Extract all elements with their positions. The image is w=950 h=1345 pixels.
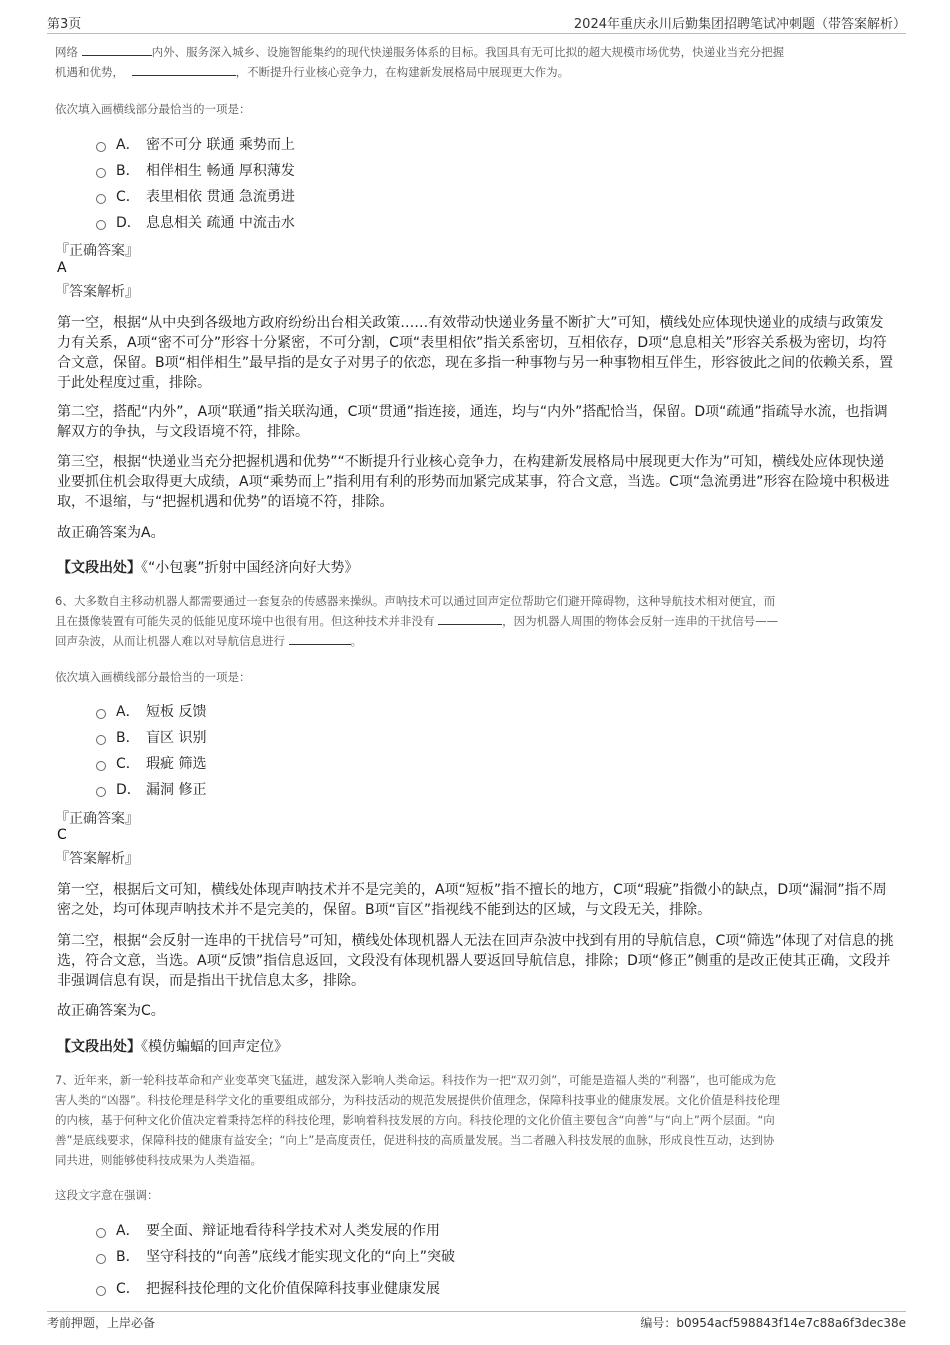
q5-option-b[interactable] <box>96 157 295 183</box>
q7-prompt: 这段文字意在强调： <box>55 1188 159 1202</box>
q5-stem-text: ，不断提升行业核心竞争力，在构建新发展格局中展现更大作为。 <box>235 65 570 79</box>
q7-options <box>96 1217 455 1301</box>
q5-stem-text: 机遇和优势， <box>55 65 124 79</box>
q6-blank-2 <box>289 632 351 645</box>
radio-icon[interactable] <box>96 1228 106 1238</box>
radio-icon[interactable] <box>96 194 106 204</box>
q6-option-b[interactable] <box>96 724 206 750</box>
option-letter: C． <box>116 756 140 772</box>
q6-stem-text: 。 <box>350 634 363 648</box>
q7-stem-text: 的内核，基于何种文化价值决定着秉持怎样的科技伦理，影响着科技发展的方向。科技伦理的文化价值主要包含“向善”与“向上”两个层面。“向 <box>55 1113 775 1127</box>
radio-icon[interactable] <box>96 142 106 152</box>
option-text: 漏洞 修正 <box>146 782 207 798</box>
option-letter: A． <box>116 1223 140 1239</box>
q6-stem-text: ，因为机器人周围的物体会反射一连串的干扰信号—— <box>502 614 779 628</box>
option-text: 息息相关 疏通 中流击水 <box>146 215 295 231</box>
source-title: 《模仿蝙蝠的回声定位》 <box>141 1039 288 1055</box>
q5-analysis-paragraph: 第二空，搭配“内外”，A项“联通”指关联沟通，C项“贯通”指连接，通连，均与“内外”搭配恰当，保留。D项“疏通”指疏导水流，也指调解双方的争执，与文段语境不符，排除。 <box>57 404 888 440</box>
q6-stem-text: 6、大多数自主移动机器人都需要通过一套复杂的传感器来操纵。声呐技术可以通过回声定位帮助它们避开障碍物，这种导航技术相对便宜，而 <box>55 594 776 608</box>
option-text: 相伴相生 畅通 厚积薄发 <box>146 163 295 179</box>
radio-icon[interactable] <box>96 1254 106 1264</box>
code-value: b0954acf598843f14e7c88a6f3dec38e <box>676 1316 906 1330</box>
q6-option-a[interactable] <box>96 698 206 724</box>
q5-stem-text: 内外、服务深入城乡、设施智能集约的现代快递服务体系的目标。我国具有无可比拟的超大规模市场优势，快递业当充分把握 <box>151 45 785 59</box>
option-text: 要全面、辩证地看待科学技术对人类发展的作用 <box>146 1223 440 1239</box>
source-label: 【文段出处】 <box>57 560 141 576</box>
option-letter: C． <box>116 1281 140 1297</box>
q6-analysis-paragraph: 第一空，根据后文可知，横线处体现声呐技术并不是完美的，A项“短板”指不擅长的地方，C项“瑕疵”指微小的缺点，D项“漏洞”指不周密之处，均可体现声呐技术并不是完美的，保留。B项“盲区”指视线不能到达的区域，与文段无关，排除。 <box>57 882 887 918</box>
q5-answer-label: 『正确答案』 <box>55 243 139 259</box>
q7-stem-text: 害人类的“凶器”。科技伦理是科学文化的重要组成部分，为科技活动的规范发展提供价值理念，保障科技事业的健康发展。文化价值是科技伦理 <box>55 1093 780 1107</box>
q6-option-c[interactable] <box>96 750 206 776</box>
q5-answer: A <box>57 260 67 276</box>
option-letter: B． <box>116 163 140 179</box>
q5-option-a[interactable] <box>96 131 295 157</box>
radio-icon[interactable] <box>96 1286 106 1296</box>
q6-blank-1 <box>438 612 502 625</box>
q5-option-c[interactable] <box>96 183 295 209</box>
option-text: 密不可分 联通 乘势而上 <box>146 137 295 153</box>
option-letter: A． <box>116 137 140 153</box>
q5-analysis-paragraph: 第三空，根据“快递业当充分把握机遇和优势”“不断提升行业核心竞争力，在构建新发展格局中展现更大作为”可知，横线处应体现快递业要抓住机会取得更大成绩，A项“乘势而上”指利用有利的形势而加紧完成某事，符合文意，当选。C项“急流勇进”形容在险境中积极进取，不退缩，与“把握机遇和优势”的语境不符，排除。 <box>57 454 890 510</box>
q7-stem-text: 善”是底线要求，保障科技的健康有益安全；“向上”是高度责任，促进科技的高质量发展。当二者融入科技发展的血脉，形成良性互动，达到协 <box>55 1133 775 1147</box>
footer-divider <box>47 1311 906 1312</box>
q5-options <box>96 131 295 235</box>
source-label: 【文段出处】 <box>57 1039 141 1055</box>
option-letter: B． <box>116 730 140 746</box>
q6-options <box>96 698 206 802</box>
q6-prompt: 依次填入画横线部分最恰当的一项是： <box>55 670 251 684</box>
q5-stem-text: 网络 <box>55 45 78 59</box>
q6-answer: C <box>57 827 67 843</box>
option-text: 表里相依 贯通 急流勇进 <box>146 189 295 205</box>
q5-blank-2 <box>132 63 236 76</box>
q6-analysis-label: 『答案解析』 <box>55 851 139 867</box>
q7-option-b[interactable] <box>96 1243 455 1269</box>
q5-source <box>57 557 359 577</box>
radio-icon[interactable] <box>96 787 106 797</box>
option-letter: B． <box>116 1249 140 1265</box>
radio-icon[interactable] <box>96 709 106 719</box>
radio-icon[interactable] <box>96 220 106 230</box>
option-letter: A． <box>116 704 140 720</box>
q6-analysis-paragraph: 第二空，根据“会反射一连串的干扰信号”可知，横线处体现机器人无法在回声杂波中找到有用的导航信息，C项“筛选”体现了对信息的挑选，符合文意，当选。A项“反馈”指信息返回，文段没有体现机器人要返回导航信息，排除；D项“修正”侧重的是改正使其正确，文段并非强调信息有误，而是指出干扰信息太多，排除。 <box>57 933 894 989</box>
q5-conclusion: 故正确答案为A。 <box>57 525 165 541</box>
option-letter: D． <box>116 215 141 231</box>
q7-stem-text: 7、近年来，新一轮科技革命和产业变革突飞猛进，越发深入影响人类命运。科技作为一把“双刃剑”，可能是造福人类的“利器”，也可能成为危 <box>55 1073 777 1087</box>
document-code <box>640 1314 906 1331</box>
option-text: 瑕疵 筛选 <box>146 756 207 772</box>
radio-icon[interactable] <box>96 735 106 745</box>
option-letter: D． <box>116 782 141 798</box>
document-title: 2024年重庆永川后勤集团招聘笔试冲刺题（带答案解析） <box>573 17 906 32</box>
q7-stem <box>55 1070 905 1170</box>
q6-answer-label: 『正确答案』 <box>55 811 139 827</box>
radio-icon[interactable] <box>96 761 106 771</box>
q5-analysis-paragraph: 第一空，根据“从中央到各级地方政府纷纷出台相关政策……有效带动快递业务量不断扩大”可知，横线处应体现快递业的成绩与政策发力有关系，A项“密不可分”形容十分紧密，不可分割，C项“表里相依”指关系密切，互相依存，D项“息息相关”形容关系极为密切，均符合文意，保留。B项“相伴相生”最早指的是女子对男子的依恋，现在多指一种事物与另一种事物相互伴生，形容彼此之间的依赖关系，置于此处程度过重，排除。 <box>57 315 894 391</box>
option-text: 坚守科技的“向善”底线才能实现文化的“向上”突破 <box>146 1249 456 1265</box>
q5-stem <box>55 42 905 82</box>
q5-prompt: 依次填入画横线部分最恰当的一项是： <box>55 102 251 116</box>
option-letter: C． <box>116 189 140 205</box>
radio-icon[interactable] <box>96 168 106 178</box>
q6-source <box>57 1036 288 1056</box>
header-divider <box>47 33 906 34</box>
code-label: 编号： <box>640 1316 677 1330</box>
q7-option-a[interactable] <box>96 1217 455 1243</box>
q6-option-d[interactable] <box>96 776 206 802</box>
page-number: 第3页 <box>47 17 82 32</box>
source-title: 《“小包裹”折射中国经济向好大势》 <box>141 560 359 576</box>
q7-option-c[interactable] <box>96 1275 455 1301</box>
footer-slogan: 考前押题，上岸必备 <box>47 1316 156 1330</box>
q5-blank-1 <box>82 43 152 56</box>
q6-stem <box>55 591 905 651</box>
option-text: 把握科技伦理的文化价值保障科技事业健康发展 <box>146 1281 440 1297</box>
option-text: 盲区 识别 <box>146 730 207 746</box>
q6-stem-text: 且在摄像装置有可能失灵的低能见度环境中也很有用。但这种技术并非没有 <box>55 614 435 628</box>
q6-stem-text: 回声杂波，从而让机器人难以对导航信息进行 <box>55 634 285 648</box>
option-text: 短板 反馈 <box>146 704 207 720</box>
q6-conclusion: 故正确答案为C。 <box>57 1003 165 1019</box>
q5-analysis-label: 『答案解析』 <box>55 284 139 300</box>
q5-option-d[interactable] <box>96 209 295 235</box>
page-header <box>0 0 950 34</box>
q7-stem-text: 同共进，则能够使科技成果为人类造福。 <box>55 1153 262 1167</box>
